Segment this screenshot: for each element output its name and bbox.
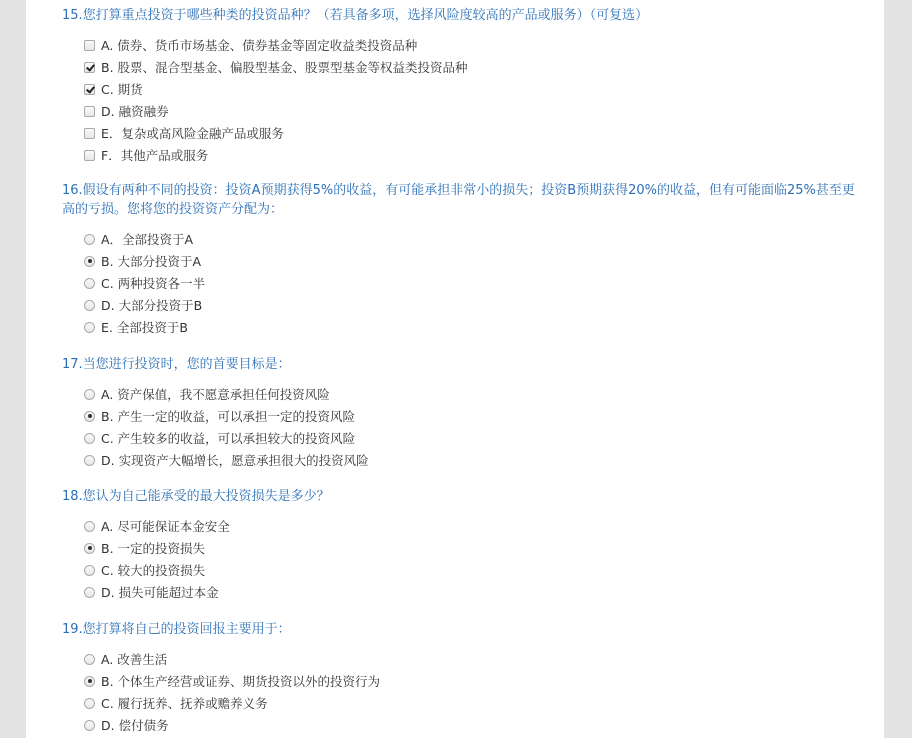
option-label: D. 偿付债务 [101,718,169,733]
checkbox-checked[interactable] [84,84,95,95]
option-label: D. 大部分投资于B [101,298,203,313]
radio-button[interactable] [84,322,95,333]
radio-button[interactable] [84,300,95,311]
question-18-option-b[interactable] [62,537,862,559]
question-16-option-e[interactable] [62,316,862,338]
question-15-option-a[interactable] [62,34,862,56]
option-label: E．复杂或高风险金融产品或服务 [101,126,284,141]
option-label: B. 个体生产经营或证券、期货投资以外的投资行为 [101,674,381,689]
checkbox[interactable] [84,40,95,51]
radio-button[interactable] [84,587,95,598]
question-18-option-d[interactable] [62,581,862,603]
option-label: A．全部投资于A [101,232,194,247]
question-19-options [62,648,862,736]
radio-button[interactable] [84,521,95,532]
checkbox[interactable] [84,128,95,139]
radio-button[interactable] [84,654,95,665]
checkbox[interactable] [84,106,95,117]
question-19-option-b[interactable] [62,670,862,692]
radio-button-selected[interactable] [84,256,95,267]
question-15 [62,6,862,166]
question-15-option-c[interactable] [62,78,862,100]
option-label: A. 债券、货币市场基金、债券基金等固定收益类投资品种 [101,38,418,53]
radio-button-selected[interactable] [84,411,95,422]
question-19-title: 19.您打算将自己的投资回报主要用于： [62,622,291,637]
question-16-option-c[interactable] [62,272,862,294]
option-label: B. 一定的投资损失 [101,541,206,556]
question-16-title: 16.假设有两种不同的投资：投资A预期获得5%的收益，有可能承担非常小的损失；投资B预期获得20%的收益，但有可能面临25%甚至更高的亏损。您将您的投资资产分配为： [62,183,855,217]
question-16 [62,181,862,338]
question-17-options [62,383,862,471]
option-label: D. 融资融券 [101,104,169,119]
question-15-option-f[interactable] [62,144,862,166]
question-17-option-d[interactable] [62,449,862,471]
radio-button[interactable] [84,433,95,444]
radio-button[interactable] [84,455,95,466]
question-15-title: 15.您打算重点投资于哪些种类的投资品种？（若具备多项，选择风险度较高的产品或服务）（可复选） [62,8,649,23]
checkbox[interactable] [84,150,95,161]
option-label: C. 履行抚养、抚养或赡养义务 [101,696,268,711]
question-16-option-b[interactable] [62,250,862,272]
question-17-option-a[interactable] [62,383,862,405]
option-label: A. 改善生活 [101,652,168,667]
question-18-options [62,515,862,603]
question-17 [62,355,862,471]
question-15-option-b[interactable] [62,56,862,78]
question-17-title: 17.当您进行投资时，您的首要目标是： [62,357,291,372]
option-label: E. 全部投资于B [101,320,188,335]
radio-button[interactable] [84,234,95,245]
option-label: C. 期货 [101,82,143,97]
option-label: F．其他产品或服务 [101,148,209,163]
option-label: C. 两种投资各一半 [101,276,206,291]
question-16-option-d[interactable] [62,294,862,316]
option-label: B. 产生一定的收益，可以承担一定的投资风险 [101,409,356,424]
question-16-options [62,228,862,338]
option-label: D. 实现资产大幅增长，愿意承担很大的投资风险 [101,453,369,468]
question-19 [62,620,862,736]
radio-button[interactable] [84,720,95,731]
option-label: D. 损失可能超过本金 [101,585,219,600]
question-19-option-c[interactable] [62,692,862,714]
option-label: A. 资产保值，我不愿意承担任何投资风险 [101,387,330,402]
option-label: C. 较大的投资损失 [101,563,206,578]
checkbox-checked[interactable] [84,62,95,73]
radio-button[interactable] [84,698,95,709]
question-18-title: 18.您认为自己能承受的最大投资损失是多少？ [62,489,330,504]
question-17-option-c[interactable] [62,427,862,449]
question-18 [62,487,862,603]
question-18-option-c[interactable] [62,559,862,581]
question-15-option-d[interactable] [62,100,862,122]
radio-button[interactable] [84,565,95,576]
option-label: A. 尽可能保证本金安全 [101,519,230,534]
radio-button[interactable] [84,278,95,289]
option-label: B. 股票、混合型基金、偏股型基金、股票型基金等权益类投资品种 [101,60,468,75]
question-15-option-e[interactable] [62,122,862,144]
radio-button-selected[interactable] [84,676,95,687]
question-16-option-a[interactable] [62,228,862,250]
questionnaire-panel [26,0,884,738]
radio-button[interactable] [84,389,95,400]
question-19-option-a[interactable] [62,648,862,670]
question-19-option-d[interactable] [62,714,862,736]
question-17-option-b[interactable] [62,405,862,427]
option-label: B. 大部分投资于A [101,254,202,269]
option-label: C. 产生较多的收益，可以承担较大的投资风险 [101,431,356,446]
question-18-option-a[interactable] [62,515,862,537]
question-15-options [62,34,862,166]
radio-button-selected[interactable] [84,543,95,554]
